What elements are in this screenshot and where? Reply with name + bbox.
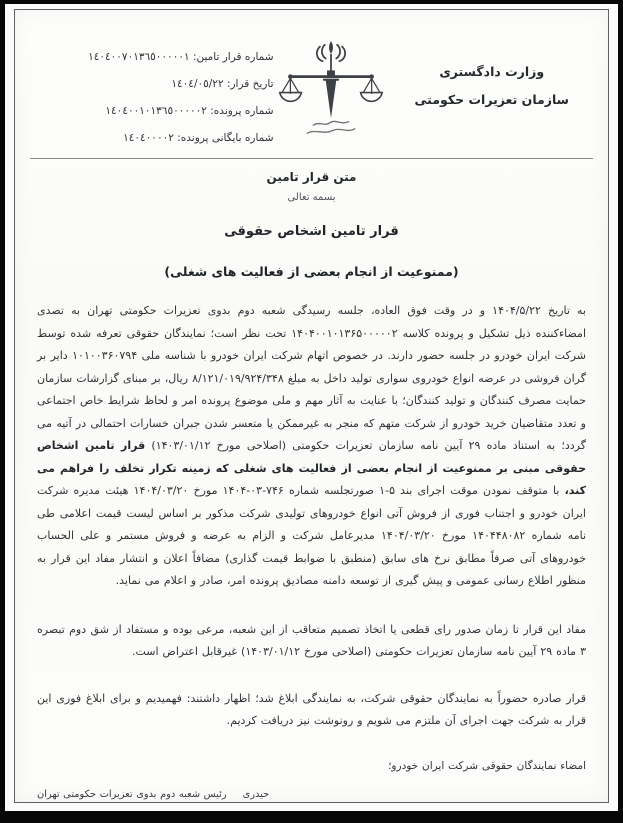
field-label: شماره بایگانی پرونده: [177,132,274,144]
judge-title: رئیس شعبه دوم بدوی تعزیرات حکومتی تهران [37,789,227,800]
organization-name: سازمان تعزیرات حکومتی [414,92,569,107]
paragraph-notification: قرار صادره حضوراً به نمایندگان حقوقی شرکت، به نمایندگی ابلاغ شد؛ اظهار داشتند: فهمیدیم و برای ابلاغ فوری این قرار به شرکت جهت اجرای آن ملتزم می شویم و رونوشت نیز دریافت کردیم. [37,691,586,727]
company-signature-note: امضاء نمایندگان حقوقی شرکت ایران خودرو؛ [388,759,586,772]
ruling-text-tail: با متوقف نمودن موقت اجرای بند ۵-۱ صورتجلسه شماره ۷۴۶-۰۳-۱۴۰۴ مورخ ۱۴۰۴/۰۳/۲۰ هیئت مدیره شرکت ایران خودرو و اجتناب فوری از فروش آتی انواع خودروهای تولیدی شرکت مذکور بر اساس لیست قیمت اعلامی طی نامه شماره ۱۴۰۴۴۸۰۸۲ مورخ ۱۴۰۴/۰۳/۲۰ مدیرعامل شرکت و الزام به عرضه و فروش مستمر و علی الحساب خودروهای آتی صرفاً مطابق نرخ های سابق (منطبق با ضوابط قیمت گذاری) مضافاً اعلان و انتشار مفاد این قرار به منظور اطلاع رسانی عمومی و پیش گیری از توسعه دامنه مصادیق پرونده امر، صادر و اعلام می نماید. [37,484,587,587]
field-label: شماره پرونده: [210,105,274,117]
field-value: ١٤٠٤٠٠٧٠١٣٦٥٠٠٠٠٠١ [88,51,190,63]
field-case-number [28,98,274,125]
paragraph-ruling [37,300,586,593]
bismillah-text: بسمه تعالی [287,192,336,203]
judge-name: حیدری [242,789,270,800]
ruling-text-lead: به تاریخ ۱۴۰۴/۵/۲۲ و در وقت فوق العاده، جلسه رسیدگی شعبه دوم بدوی تعزیرات حکومتی تهران به تصدی امضاءکننده ذیل تشکیل و پرونده کلاسه ۱۴۰۴۰۰۱۰۱۳۶۵۰۰۰۰۰۲ تحت نظر است؛ نمایندگان حقوقی تعرفه شده توسط شرکت ایران خودرو در جلسه حضور دارند. در خصوص اتهام شرکت ایران خودرو با شناسه ملی ۱۰۱۰۰۳۶۰۷۹۴ دایر بر گران فروشی در عرضه انواع خودروی سواری تولید داخل به مبلغ ۸/۱۲۱/۰۱۹/۹۲۴/۳۴۸ ریال، بر مبنای گزارشات سازمان حمایت مصرف کنندگان و تولید کنندگان؛ با عنایت به آثار مهم و ملی موضوع پرونده امر و لحاظ شرایط خاص اجتماعی و تعدد متقاضیان خرید خودرو از شرکت متهم که منجر به غیرممکن یا متعسر شدن جبران خسارات احتمالی در آتیه می گردد؛ به استناد ماده ۲۹ آیین نامه سازمان تعزیرات حکومتی (اصلاحی مورخ ۱۴۰۳/۰۱/۱۲) [37,304,586,452]
issuing-organization [388,28,595,114]
header-divider [30,158,593,159]
judge-signature-line [37,784,586,807]
field-value: ١٤٠٤/٠٥/٢٢ [171,78,224,90]
emblem-container [274,28,389,148]
field-value: ١٤٠٤٠٠١٠١٣٦٥٠٠٠٠٠٢ [105,105,207,117]
field-order-date [28,71,274,98]
document-header [28,28,595,152]
document-content [15,10,608,807]
document-type-title: متن قرار تامین [266,170,357,184]
order-body [28,300,595,807]
paragraph-validity: مفاد این قرار تا زمان صدور رای قطعی یا اتخاذ تصمیم متعاقب از این شعبه، مرعی بوده و مستفاد از شق دوم تبصره ۳ ماده ۲۹ آیین نامه سازمان تعزیرات حکومتی (اصلاحی مورخ ۱۴۰۳/۰۱/۱۲) غیرقابل اعتراض است. [37,622,586,658]
order-title: قرار تامین اشخاص حقوقی [224,224,399,239]
order-subtitle: (ممنوعیت از انجام بعضی از فعالیت های شغلی) [164,264,459,279]
emblem-calligraphy [307,121,355,133]
field-order-number [28,44,274,71]
field-label: شماره قرار تامین: [192,51,274,63]
field-archive-number [28,125,274,152]
field-label: تاریخ قرار: [226,78,274,90]
document-page [5,4,618,811]
case-number-fields [28,28,274,152]
iran-judiciary-scales-icon [278,30,384,148]
field-value: ١٤٠٤٠٠٠٠٢ [123,132,174,144]
document-border-frame [14,9,609,803]
ruling-bold-clause: قرار تامین اشخاص حقوقی مبنی بر ممنوعیت از انجام بعضی از فعالیت های شغلی که زمینه تکرار تخلف را فراهم می کند، [37,439,586,497]
ministry-name: وزارت دادگستری [439,64,545,79]
